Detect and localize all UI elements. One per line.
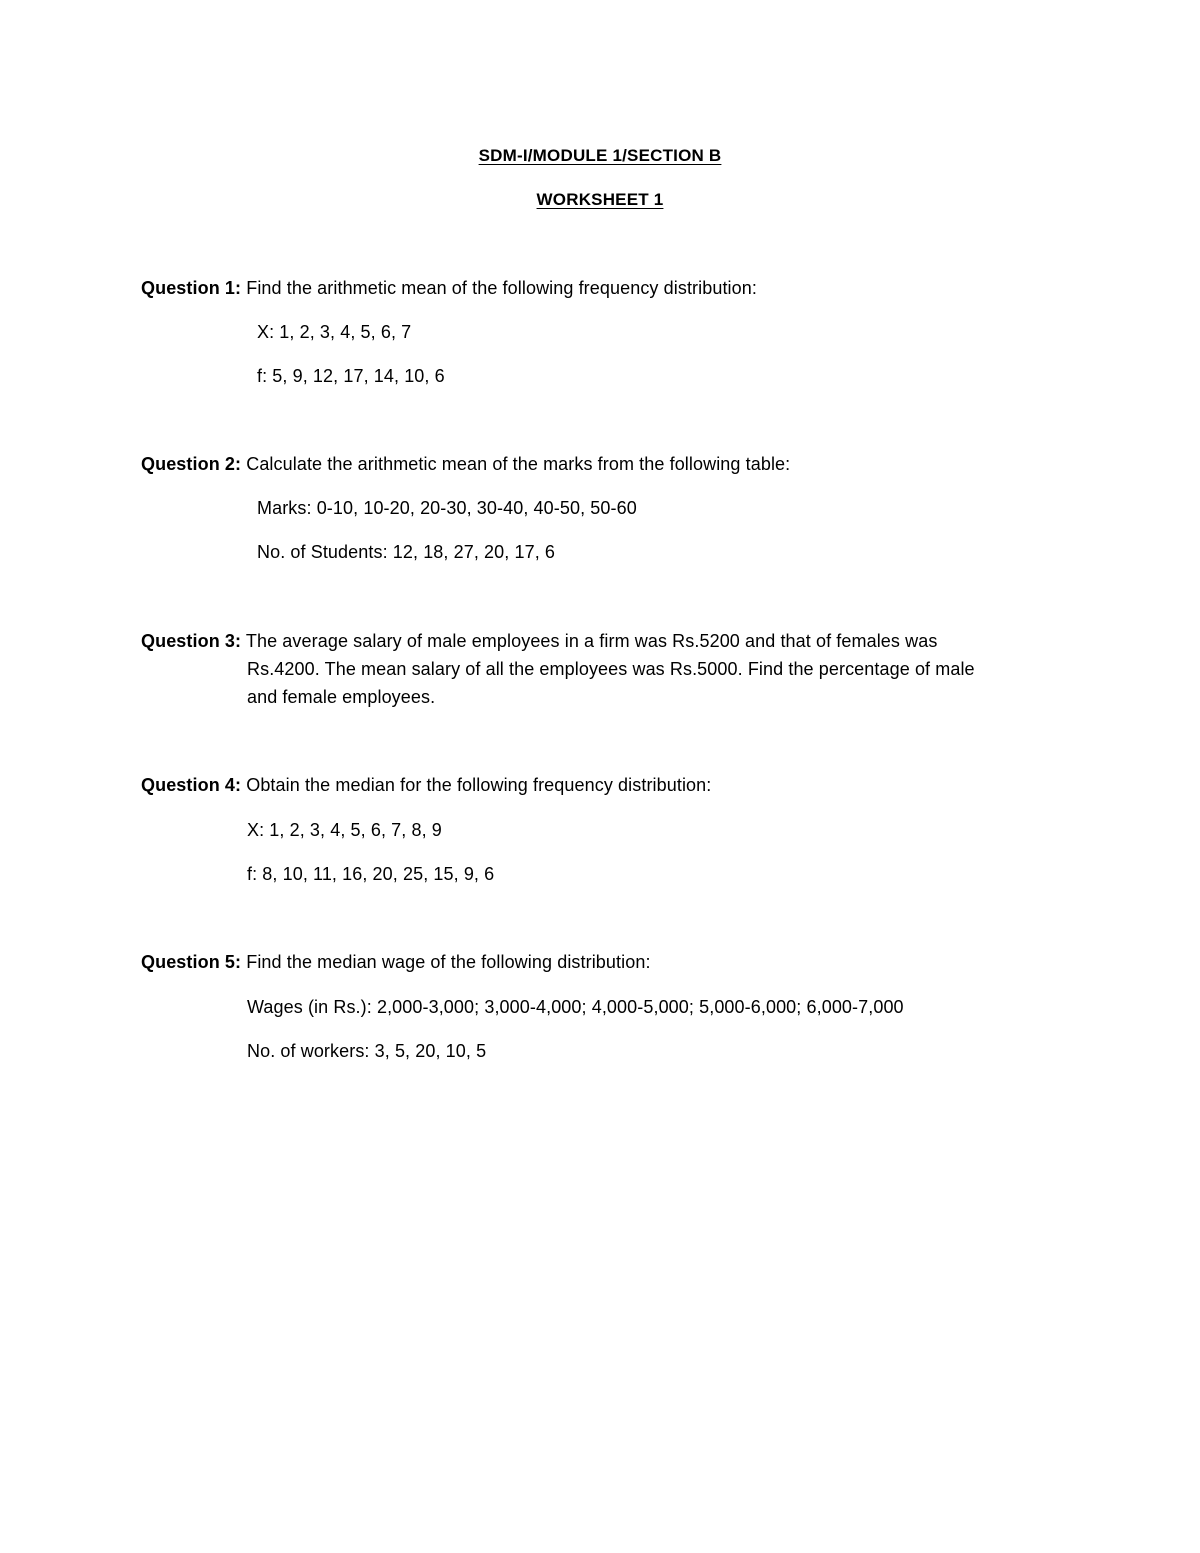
document-header: SDM-I/MODULE 1/SECTION B [478,146,722,165]
question-label: Question 3: [141,631,242,651]
question-text: Find the arithmetic mean of the following frequency distribution: [246,278,757,298]
question-3-text-line-2: Rs.4200. The mean salary of all the employees was Rs.5000. Find the percentage of male [247,659,975,679]
question-4-data-f: f: 8, 10, 11, 16, 20, 25, 15, 9, 6 [247,864,495,884]
question-label: Question 2: [141,454,242,474]
question-2 [141,454,790,475]
question-3 [141,631,937,652]
question-1-data-f: f: 5, 9, 12, 17, 14, 10, 6 [257,366,445,386]
question-5-data-workers: No. of workers: 3, 5, 20, 10, 5 [247,1041,487,1061]
worksheet-title: WORKSHEET 1 [536,190,664,209]
question-4-data-x: X: 1, 2, 3, 4, 5, 6, 7, 8, 9 [247,820,442,840]
question-text-line: The average salary of male employees in a firm was Rs.5200 and that of females was [245,631,938,651]
question-5-data-wages: Wages (in Rs.): 2,000-3,000; 3,000-4,000; 4,000-5,000; 5,000-6,000; 6,000-7,000 [247,997,904,1017]
question-1 [141,278,757,299]
question-1-data-x: X: 1, 2, 3, 4, 5, 6, 7 [257,322,412,342]
question-2-data-students: No. of Students: 12, 18, 27, 20, 17, 6 [257,542,556,562]
question-text: Find the median wage of the following distribution: [246,952,651,972]
question-5 [141,952,651,973]
question-text: Obtain the median for the following frequency distribution: [246,775,712,795]
question-3-text-line-3: and female employees. [247,687,436,707]
question-text: Calculate the arithmetic mean of the marks from the following table: [246,454,791,474]
question-4 [141,775,711,796]
question-label: Question 5: [141,952,242,972]
question-label: Question 1: [141,278,242,298]
question-2-data-marks: Marks: 0-10, 10-20, 20-30, 30-40, 40-50, 50-60 [257,498,637,518]
question-label: Question 4: [141,775,242,795]
